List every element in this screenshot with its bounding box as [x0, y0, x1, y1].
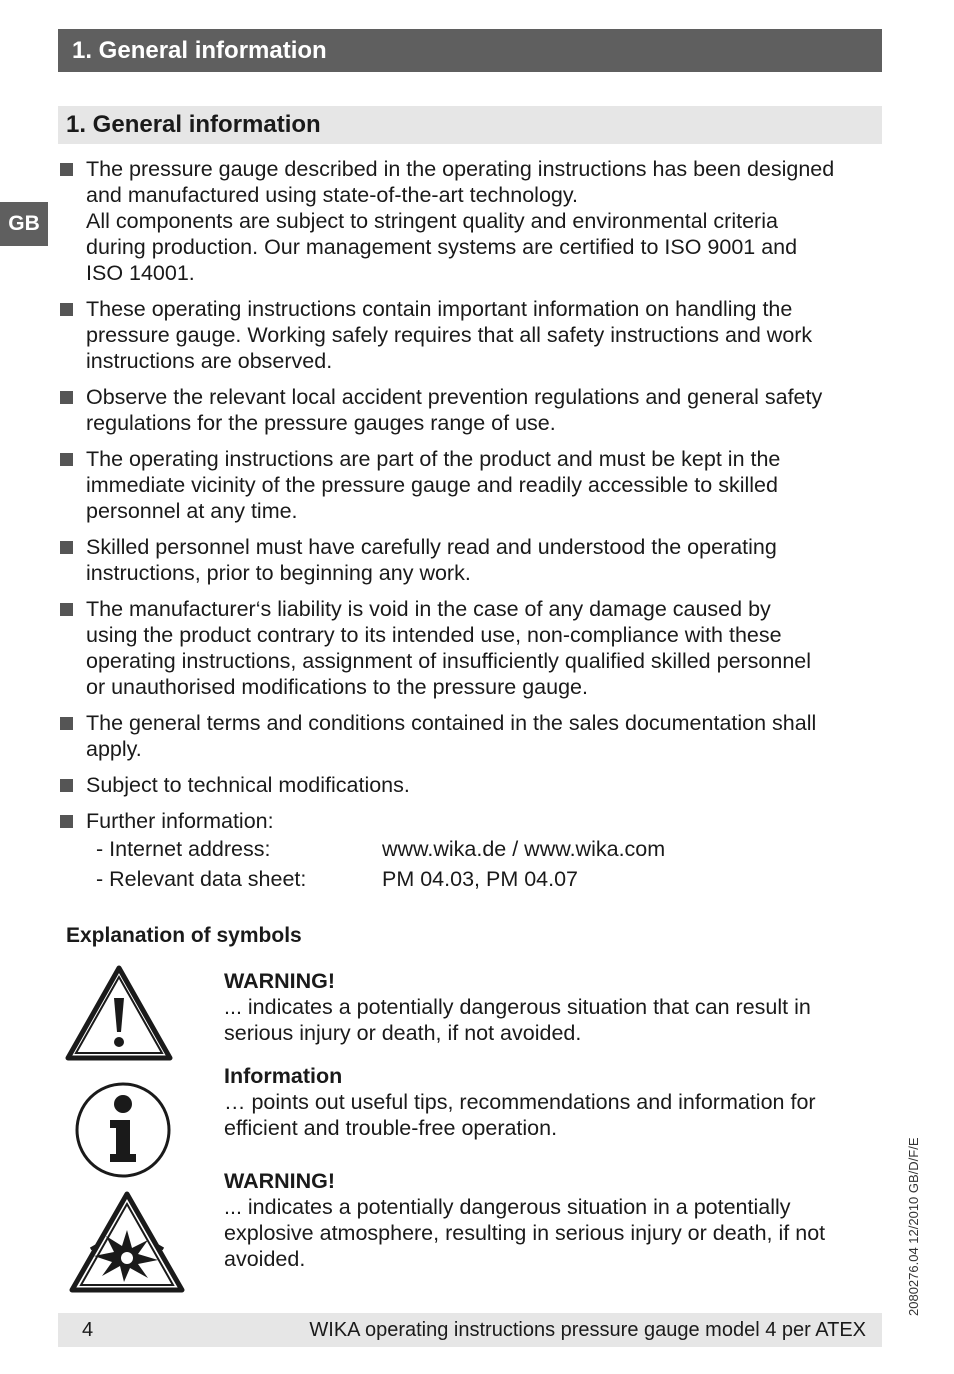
bullet-line: instructions are observed. — [86, 349, 333, 373]
bullet-line: personnel at any time. — [86, 499, 298, 523]
bullet-line: and manufactured using state-of-the-art technology. — [86, 183, 579, 207]
bullet-line: These operating instructions contain important information on handling the — [86, 297, 793, 321]
symbol-description-information — [224, 1063, 874, 1141]
symbol-title: WARNING! — [224, 969, 336, 993]
explosion-warning-icon — [68, 1190, 186, 1294]
bullet-square-icon — [60, 391, 73, 404]
general-information-content — [58, 156, 880, 896]
bullet-line: or unauthorised modifications to the pressure gauge. — [86, 675, 588, 699]
symbol-line: ... indicates a potentially dangerous situation that can result in — [224, 995, 811, 1019]
symbol-line: avoided. — [224, 1247, 306, 1271]
page-number: 4 — [82, 1319, 94, 1341]
bullet-line: regulations for the pressure gauges range of use. — [86, 411, 556, 435]
bullet-square-icon — [60, 603, 73, 616]
bullet-square-icon — [60, 541, 73, 554]
symbol-line: explosive atmosphere, resulting in serious injury or death, if not — [224, 1221, 826, 1245]
bullet-line: Skilled personnel must have carefully read and understood the operating — [86, 535, 777, 559]
bullet-item-state-of-art — [58, 156, 880, 286]
symbol-line: … points out useful tips, recommendations and information for — [224, 1090, 816, 1114]
page-header-bar — [58, 29, 882, 72]
bullet-line: Further information: — [86, 809, 274, 833]
information-icon — [72, 1080, 174, 1180]
info-value: www.wika.de / www.wika.com — [382, 837, 666, 861]
bullet-item-handling — [58, 296, 880, 374]
page-header-title: 1. General information — [72, 37, 327, 64]
bullet-square-icon — [60, 815, 73, 828]
bullet-line: pressure gauge. Working safely requires that all safety instructions and work — [86, 323, 813, 347]
bullet-line: operating instructions, assignment of insufficiently qualified skilled personnel — [86, 649, 812, 673]
bullet-line: ISO 14001. — [86, 261, 195, 285]
bullet-line: The manufacturer‘s liability is void in the case of any damage caused by — [86, 597, 771, 621]
symbol-title: WARNING! — [224, 1169, 336, 1193]
bullet-item-skilled-personnel — [58, 534, 880, 586]
bullet-line: during production. Our management systems are certified to ISO 9001 and — [86, 235, 798, 259]
symbol-line: ... indicates a potentially dangerous situation in a potentially — [224, 1195, 791, 1219]
bullet-line: instructions, prior to beginning any work. — [86, 561, 471, 585]
footer-title: WIKA operating instructions pressure gauge model 4 per ATEX — [309, 1319, 866, 1341]
bullet-item-regulations — [58, 384, 880, 436]
bullet-line: The operating instructions are part of the product and must be kept in the — [86, 447, 781, 471]
bullet-line: Observe the relevant local accident prevention regulations and general safety — [86, 385, 823, 409]
bullet-item-terms — [58, 710, 880, 762]
symbol-line: serious injury or death, if not avoided. — [224, 1021, 582, 1045]
bullet-item-further-information — [58, 808, 880, 894]
symbol-description-explosive — [224, 1168, 874, 1272]
bullet-item-liability — [58, 596, 880, 700]
info-label: - Internet address: — [96, 837, 271, 861]
symbols-heading: Explanation of symbols — [66, 924, 302, 947]
symbol-description-warning — [224, 968, 874, 1046]
section-title-bar — [58, 106, 882, 144]
page-footer — [58, 1313, 882, 1347]
info-value: PM 04.03, PM 04.07 — [382, 867, 578, 891]
bullet-line: The general terms and conditions contained in the sales documentation shall — [86, 711, 817, 735]
bullet-square-icon — [60, 717, 73, 730]
bullet-line: using the product contrary to its intended use, non-compliance with these — [86, 623, 782, 647]
bullet-square-icon — [60, 303, 73, 316]
bullet-line: apply. — [86, 737, 142, 761]
bullet-line: All components are subject to stringent quality and environmental criteria — [86, 209, 778, 233]
bullet-square-icon — [60, 453, 73, 466]
bullet-square-icon — [60, 163, 73, 176]
info-row-internet — [86, 834, 880, 864]
bullet-line: The pressure gauge described in the operating instructions has been designed — [86, 157, 835, 181]
symbol-title: Information — [224, 1064, 343, 1088]
bullet-item-modifications — [58, 772, 880, 798]
info-row-data-sheet — [86, 864, 880, 894]
info-label: - Relevant data sheet: — [96, 867, 307, 891]
bullet-item-keep-instructions — [58, 446, 880, 524]
document-code: 2080276.04 12/2010 GB/D/F/E — [906, 1137, 921, 1316]
bullet-square-icon — [60, 779, 73, 792]
symbol-line: efficient and trouble-free operation. — [224, 1116, 558, 1140]
language-tab — [0, 202, 48, 246]
bullet-line: immediate vicinity of the pressure gauge and readily accessible to skilled — [86, 473, 778, 497]
section-title: 1. General information — [66, 111, 321, 138]
bullet-line: Subject to technical modifications. — [86, 773, 410, 797]
language-tab-label: GB — [8, 212, 40, 235]
warning-triangle-icon — [64, 964, 174, 1062]
